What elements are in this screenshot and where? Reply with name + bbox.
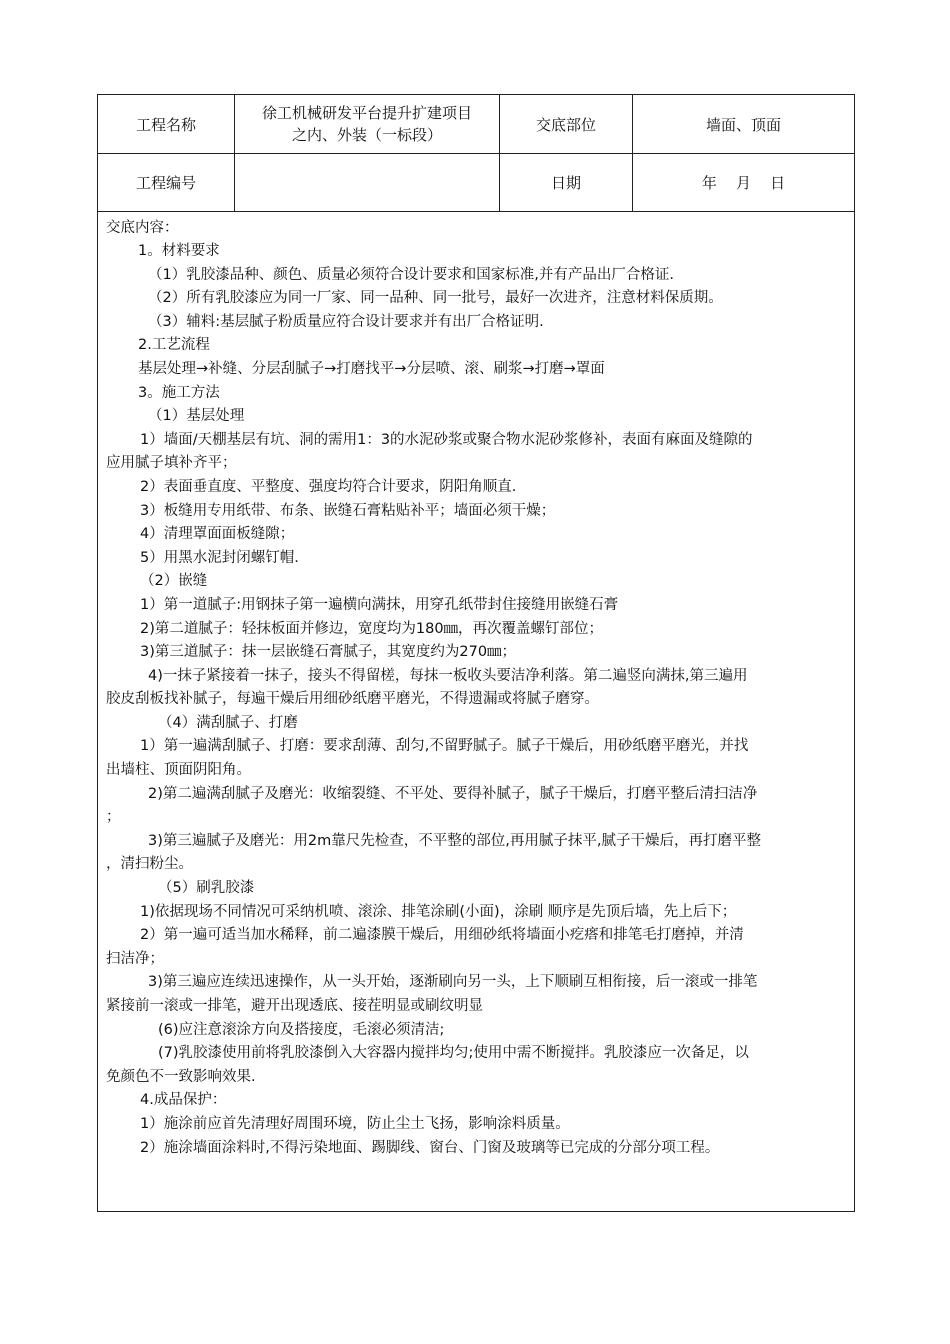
content-line: 1）墙面/天棚基层有坑、洞的需用1：3的水泥砂浆或聚合物水泥砂浆修补，表面有麻面及缝隙的 (140, 431, 753, 448)
content-line: 应用腻子填补齐平； (106, 455, 237, 472)
content-line: 2)第二遍满刮腻子及磨光：收缩裂缝、不平处、要得补腻子，腻子干燥后，打磨平整后清扫洁净 (148, 785, 758, 802)
location-label: 交底部位 (500, 95, 633, 154)
content-line: ； (106, 809, 121, 826)
content-line: 3。施工方法 (138, 384, 220, 401)
content-line: 免颜色不一致影响效果. (106, 1068, 256, 1085)
content-line: 4.成品保护： (140, 1092, 227, 1109)
content-line: 扫洁净； (106, 950, 164, 967)
content-line: 1）施涂前应首先清理好周围环境，防止尘土飞扬，影响涂料质量。 (140, 1115, 570, 1132)
content-line: （1）基层处理 (148, 408, 245, 425)
date-label: 日期 (500, 154, 633, 212)
content-line: （4）满刮腻子、打磨 (158, 714, 298, 731)
content-line: 3）板缝用专用纸带、布条、嵌缝石膏粘贴补平；墙面必须干燥； (140, 502, 556, 519)
header-row-1 (98, 95, 855, 154)
content-line: 基层处理→补缝、分层刮腻子→打磨找平→分层喷、滚、刷浆→打磨→罩面 (138, 360, 605, 377)
project-name-line-1: 徐工机械研发平台提升扩建项目 (261, 104, 472, 122)
content-line: 4）清理罩面面板缝隙； (140, 526, 295, 543)
content-line: 3)第三遍腻子及磨光：用2m靠尺先检查，不平整的部位,再用腻子抹平,腻子干燥后，再打磨平整 (148, 832, 761, 849)
project-no-value (235, 154, 500, 212)
handover-table (97, 94, 855, 1212)
content-row (98, 212, 855, 1212)
content-line: 3)第三遍应连续迅速操作，从一头开始，逐渐刷向另一头，上下顺刷互相衔接，后一滚或一排笔 (148, 974, 758, 991)
content-line: 5）用黑水泥封闭螺钉帽. (140, 549, 299, 566)
content-line: (7)乳胶漆使用前将乳胶漆倒入大容器内搅拌均匀;使用中需不断搅拌。乳胶漆应一次备足，以 (158, 1045, 749, 1062)
project-name-label: 工程名称 (98, 95, 235, 154)
project-name-value (235, 95, 500, 154)
content-line: 2）施涂墙面涂料时,不得污染地面、踢脚线、窗台、门窗及玻璃等已完成的分部分项工程。 (140, 1139, 720, 1156)
content-line: （5）刷乳胶漆 (158, 880, 255, 897)
content-line: 1。材料要求 (138, 243, 220, 259)
content-line: 1）第一遍满刮腻子、打磨：要求刮薄、刮匀,不留野腻子。腻子干燥后，用砂纸磨平磨光，并找 (140, 738, 749, 755)
content-line: ，清扫粉尘。 (106, 856, 193, 873)
content-line: 紧接前一滚或一排笔，避开出现透底、接茬明显或刷纹明显 (106, 998, 483, 1014)
content-line: （3）辅料:基层腻子粉质量应符合设计要求并有出厂合格证明. (148, 313, 544, 330)
content-line: 1）第一道腻子:用钢抹子第一遍横向满抹，用穿孔纸带封住接缝用嵌缝石膏 (140, 596, 619, 613)
content-line: （2）所有乳胶漆应为同一厂家、同一品种、同一批号，最好一次进齐，注意材料保质期。 (148, 290, 723, 307)
content-line: 胶皮刮板找补腻子，每遍干燥后用细砂纸磨平磨光，不得遗漏或将腻子磨穿。 (106, 691, 599, 708)
content-line: 1)依据现场不同情况可采纳机喷、滚涂、排笔涂刷(小面)，涂刷 顺序是先顶后墙，先上后下； (140, 903, 737, 920)
location-value: 墙面、顶面 (633, 95, 855, 154)
header-row-2 (98, 154, 855, 212)
content-line: （2）嵌缝 (140, 573, 208, 590)
content-line: (6)应注意滚涂方向及搭接度，毛滚必须清洁; (158, 1021, 445, 1038)
content-line: 2.工艺流程 (138, 337, 210, 354)
content-line: 3)第三道腻子：抹一层嵌缝石膏腻子，其宽度约为270㎜； (140, 644, 517, 661)
content-line: 4)一抹子紧接着一抹子，接头不得留槎，每抹一板收头要洁净利落。第二遍竖向满抹,第三遍用 (148, 667, 748, 684)
content-heading: 交底内容： (106, 220, 179, 236)
content-line: 2)第二道腻子：轻抹板面并修边，宽度均为180㎜，再次覆盖螺钉部位； (140, 620, 604, 637)
project-name-line-2: 之内、外装（一标段） (291, 126, 442, 144)
content-line: 出墙柱、顶面阴阳角。 (106, 762, 251, 779)
project-no-label: 工程编号 (98, 154, 235, 212)
content-cell (98, 212, 855, 1212)
content-body (106, 240, 844, 1160)
content-line: 2）第一遍可适当加水稀释，前二遍漆膜干燥后，用细砂纸将墙面小疙瘩和排笔毛打磨掉，并清 (140, 927, 744, 944)
content-line: 2）表面垂直度、平整度、强度均符合计要求，阴阳角顺直. (140, 478, 517, 495)
date-value: 年 月 日 (633, 154, 855, 212)
content-line: （1）乳胶漆品种、颜色、质量必须符合设计要求和国家标准,并有产品出厂合格证. (148, 266, 674, 283)
